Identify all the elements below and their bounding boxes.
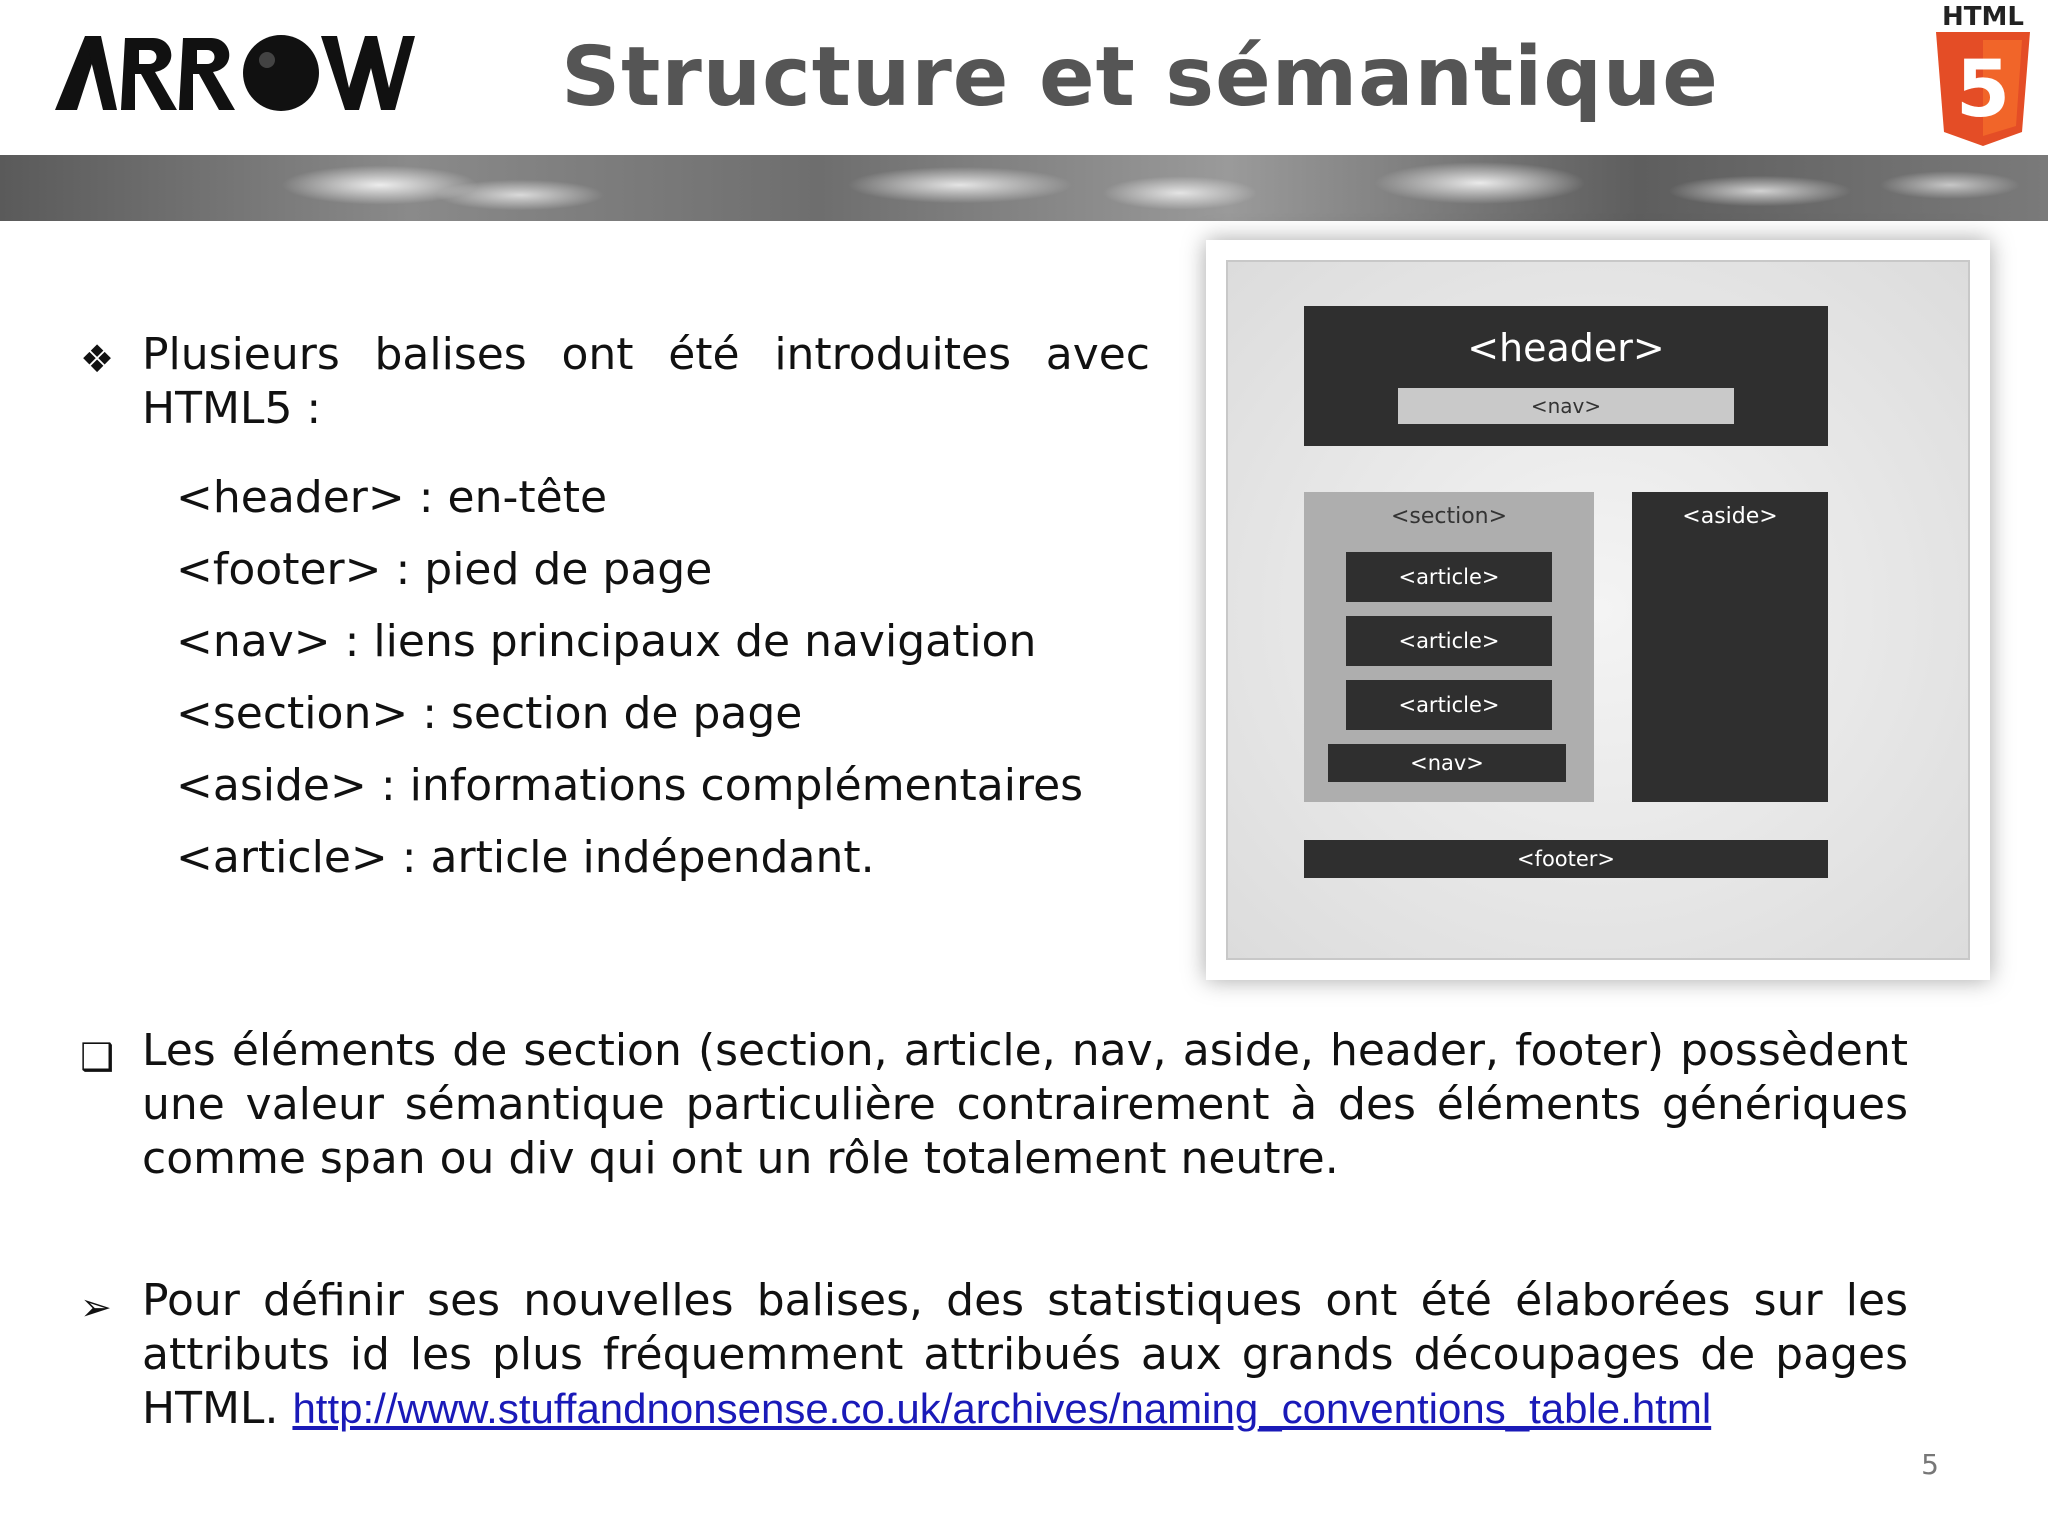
diagram-section-nav-block: <nav> — [1328, 744, 1566, 782]
diagram-header-block — [1304, 306, 1828, 446]
slide-title: Structure et sémantique — [561, 30, 1719, 125]
semantic-paragraph — [80, 1024, 1908, 1186]
html5-shield-icon — [1928, 32, 2038, 152]
tag-list-item: <article> : article indépendant. — [176, 832, 875, 883]
decorative-banner — [0, 155, 2048, 221]
semantic-paragraph-text: Les éléments de section (section, article, nav, aside, header, footer) possèdent une valeur sémantique particulière contrairement à des éléments génériques comme span ou div qui ont un rôle totalement neutre. — [142, 1025, 1908, 1184]
intro-bullet — [80, 328, 1150, 436]
arrow-bullet-icon: ➢ — [80, 1285, 112, 1329]
tag-list-item: <header> : en-tête — [176, 472, 608, 523]
diagram-section-block — [1304, 492, 1594, 802]
diagram-article-block: <article> — [1346, 552, 1552, 602]
html5-badge — [1928, 0, 2038, 155]
arrow-logo — [55, 28, 415, 118]
slide-header — [0, 0, 2048, 155]
diagram-footer-block: <footer> — [1304, 840, 1828, 878]
diagram-article-block: <article> — [1346, 680, 1552, 730]
diagram-aside-block — [1632, 492, 1828, 802]
diagram-aside-label: <aside> — [1682, 504, 1778, 529]
stats-paragraph-body — [80, 1274, 1908, 1436]
intro-bullets — [80, 328, 1150, 894]
tag-list-item: <section> : section de page — [176, 688, 803, 739]
html5-badge-label: HTML — [1942, 2, 2024, 32]
diagram-header-label: <header> — [1467, 326, 1665, 370]
layout-diagram-canvas — [1226, 260, 1970, 960]
diamond-bullet-icon: ❖ — [80, 337, 115, 381]
tag-list — [176, 462, 1150, 894]
checkbox-bullet-icon: ❑ — [80, 1035, 115, 1079]
layout-diagram — [1206, 240, 1990, 980]
naming-conventions-link[interactable]: http://www.stuffandnonsense.co.uk/archives/naming_conventions_table.html — [292, 1385, 1712, 1432]
diagram-article-block: <article> — [1346, 616, 1552, 666]
intro-bullet-text: Plusieurs balises ont été introduites avec HTML5 : — [142, 329, 1150, 434]
tag-list-item: <nav> : liens principaux de navigation — [176, 616, 1037, 667]
diagram-header-nav-block: <nav> — [1398, 388, 1734, 424]
page-number: 5 — [1921, 1448, 1939, 1481]
stats-paragraph — [80, 1274, 1908, 1436]
html5-badge-number: 5 — [1955, 45, 2011, 135]
arrow-logo-icon — [55, 28, 415, 118]
diagram-section-label: <section> — [1390, 504, 1508, 529]
tag-list-item: <aside> : informations complémentaires — [176, 760, 1084, 811]
stats-paragraph-text: Pour définir ses nouvelles balises, des statistiques ont été élaborées sur les attributs id les plus fréquemment attribués aux grands découpages de pages HTML. — [142, 1275, 1908, 1434]
tag-list-item: <footer> : pied de page — [176, 544, 713, 595]
